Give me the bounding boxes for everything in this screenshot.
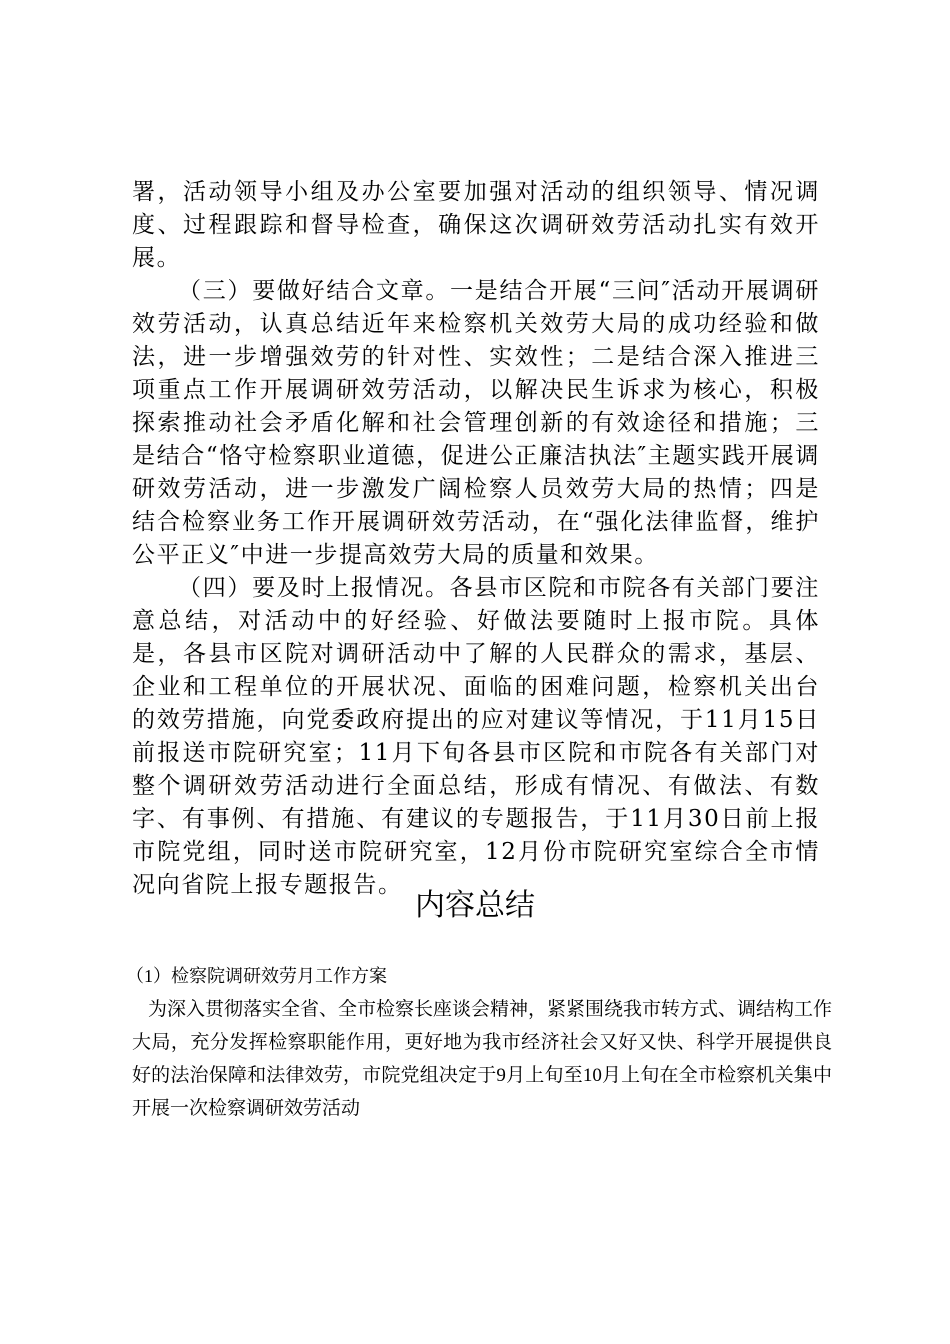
summary-section bbox=[126, 960, 833, 1125]
summary-title: 内容总结 bbox=[415, 889, 535, 922]
paragraph-continued: 署，活动领导小组及办公室要加强对活动的组织领导、情况调度、过程跟踪和督导检查，确保这次调研效劳活动扎实有效开展。 bbox=[132, 179, 820, 271]
summary-item-heading: （1）检察院调研效劳月工作方案 bbox=[126, 966, 387, 986]
summary-item-text: 为深入贯彻落实全省、全市检察长座谈会精神，紧紧围绕我市转方式、调结构工作大局，充分发挥检察职能作用，更好地为我市经济社会又好又快、科学开展提供良好的法治保障和法律效劳，市院党组决定于9月上旬至10月上旬在全市检察机关集中开展一次检察调研效劳活动 bbox=[132, 999, 833, 1119]
paragraph-section-three: （三）要做好结合文章。一是结合开展“三问″活动开展调研效劳活动，认真总结近年来检察机关效劳大局的成功经验和做法，进一步增强效劳的针对性、实效性；二是结合深入推进三项重点工作开展调研效劳活动，以解决民生诉求为核心，积极探索推动社会矛盾化解和社会管理创新的有效途径和措施；三是结合“恪守检察职业道德，促进公正廉洁执法″主题实践开展调研效劳活动，进一步激发广阔检察人员效劳大局的热情；四是结合检察业务工作开展调研效劳活动，在“强化法律监督，维护公平正义″中进一步提高效劳大局的质量和效果。 bbox=[132, 278, 820, 568]
paragraph-section-four: （四）要及时上报情况。各县市区院和市院各有关部门要注意总结，对活动中的好经验、好做法要随时上报市院。具体是，各县市区院对调研活动中了解的人民群众的需求，基层、企业和工程单位的开展状况、面临的困难问题，检察机关出台的效劳措施，向党委政府提出的应对建议等情况，于11月15日前报送市院研究室；11月下旬各县市区院和市院各有关部门对整个调研效劳活动进行全面总结，形成有情况、有做法、有数字、有事例、有措施、有建议的专题报告，于11月30日前上报市院党组，同时送市院研究室，12月份市院研究室综合全市情况向省院上报专题报告。 bbox=[132, 575, 820, 898]
body-text bbox=[132, 176, 820, 902]
